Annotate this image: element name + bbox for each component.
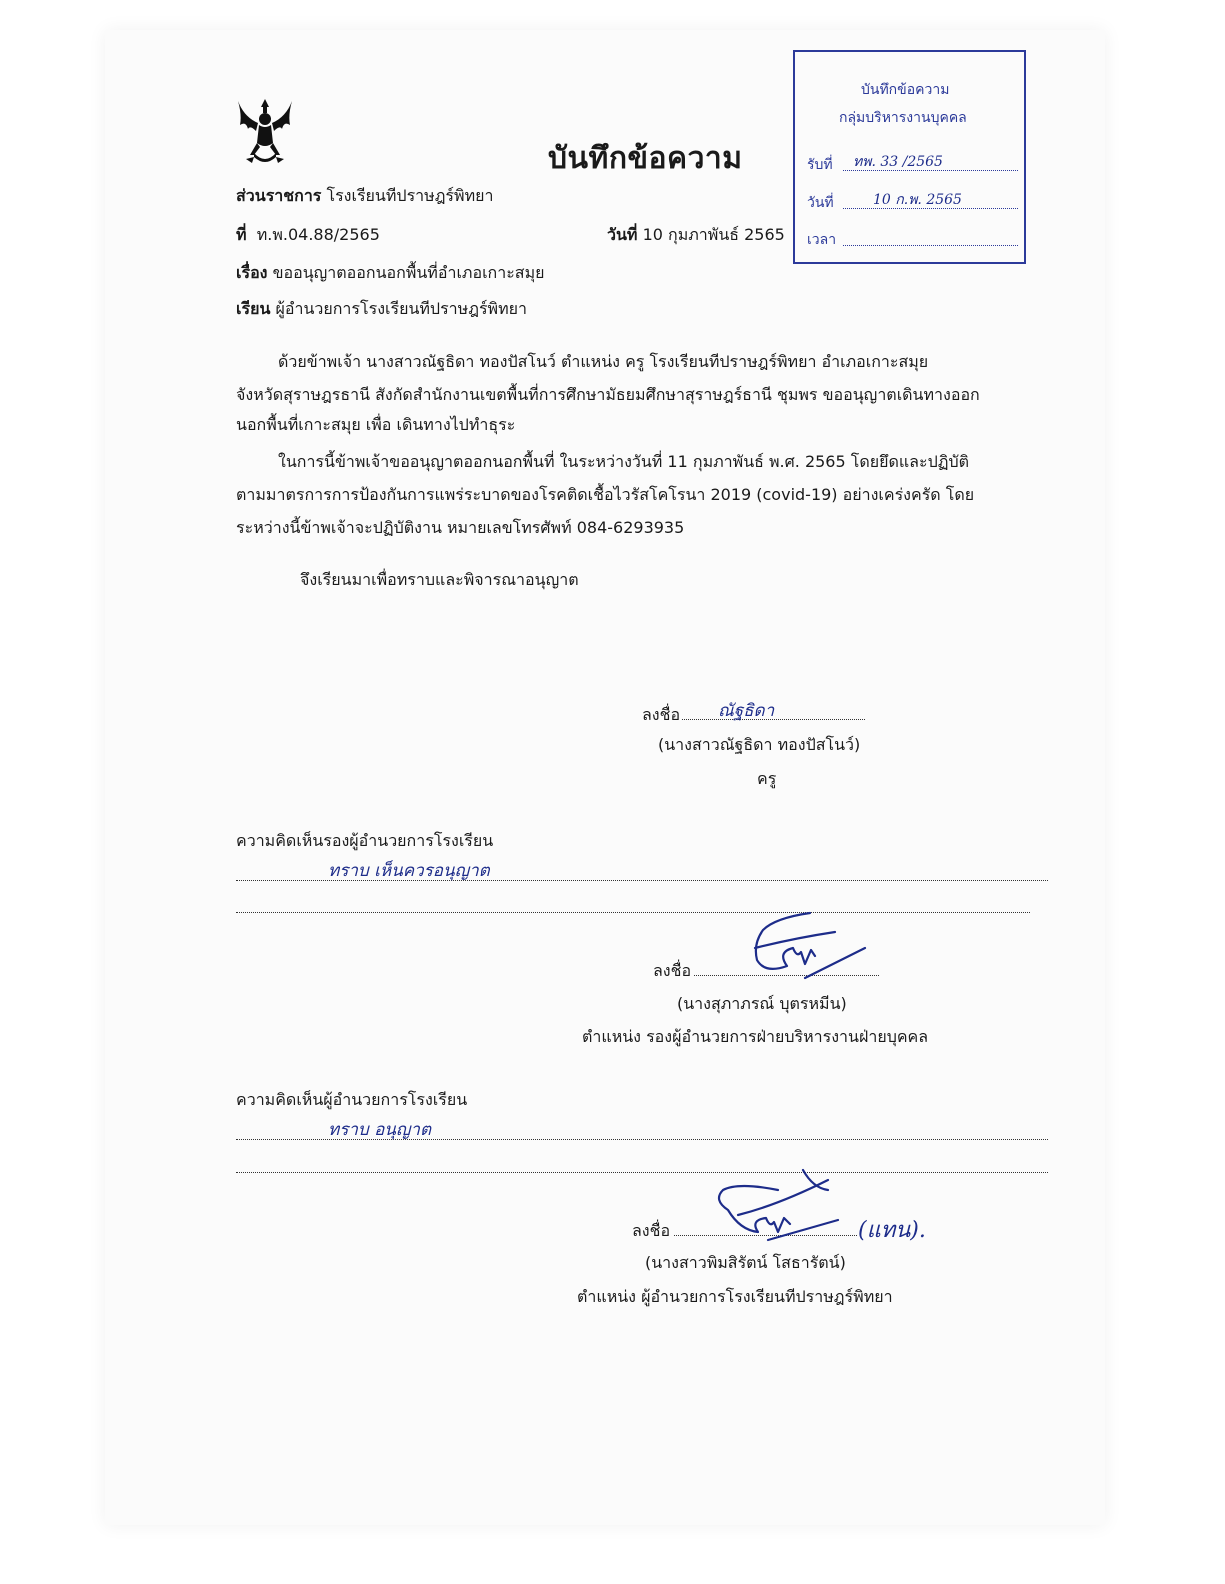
reference-line: [236, 223, 380, 248]
recipient-value: ผู้อำนวยการโรงเรียนทีปราษฎร์พิทยา: [275, 299, 527, 318]
recipient-label: เรียน: [236, 299, 271, 318]
closing-line: จึงเรียนมาเพื่อทราบและพิจารณาอนุญาต: [300, 570, 579, 589]
opinion2-heading: ความคิดเห็นผู้อำนวยการโรงเรียน: [236, 1090, 468, 1109]
sig1-position: ครู: [757, 769, 777, 788]
date-value: 10 กุมภาพันธ์ 2565: [642, 225, 785, 244]
sig1-name: (นางสาวณัฐธิดา ทองปัสโนว์): [658, 735, 861, 754]
stamp-department: กลุ่มบริหารงานบุคคล: [839, 110, 967, 126]
opinion1-signer-position: ตำแหน่ง รองผู้อำนวยการฝ่ายบริหารงานฝ่ายบุคคล: [582, 1027, 929, 1046]
body-paragraph-2-line-3: ระหว่างนี้ข้าพเจ้าจะปฏิบัติงาน หมายเลขโทรศัพท์ 084-6293935: [236, 518, 685, 537]
stamp-date-value: 10 ก.พ. 2565: [873, 192, 962, 208]
stamp-received-number: ทพ. 33 /2565: [853, 154, 943, 170]
agency-line: [236, 184, 493, 209]
opinion2-signer-position: ตำแหน่ง ผู้อำนวยการโรงเรียนทีปราษฎร์พิทยา: [577, 1287, 893, 1306]
subject-label: เรื่อง: [236, 263, 268, 282]
stamp-date-label: วันที่: [807, 195, 834, 211]
received-stamp: [793, 50, 1026, 264]
body-paragraph-1-line-3: นอกพื้นที่เกาะสมุย เพื่อ เดินทางไปทำธุระ: [236, 415, 516, 434]
stamp-title: บันทึกข้อความ: [861, 82, 950, 98]
opinion2-handwritten-comment: ทราบ อนุญาต: [328, 1120, 431, 1140]
opinion2-signature-scribble: [708, 1160, 878, 1245]
date-line: [607, 223, 785, 248]
reference-label: ที่: [236, 225, 247, 244]
body-paragraph-1-line-1: ด้วยข้าพเจ้า นางสาวณัฐธิดา ทองปัสโนว์ ตำแหน่ง ครู โรงเรียนทีปราษฎร์พิทยา อำเภอเกาะสมุย: [278, 352, 929, 371]
opinion2-signer-name: (นางสาวพิมสิรัตน์ โสธารัตน์): [645, 1253, 846, 1272]
stamp-received-label: รับที่: [807, 157, 833, 173]
agency-label: ส่วนราชการ: [236, 186, 322, 205]
recipient-line: [236, 297, 527, 322]
opinion1-sign-label: ลงชื่อ: [653, 961, 692, 980]
body-paragraph-2-line-1: ในการนี้ข้าพเจ้าขออนุญาตออกนอกพื้นที่ ในระหว่างวันที่ 11 กุมภาพันธ์ พ.ศ. 2565 โดยยึดและปฏิบัติ: [278, 452, 970, 471]
date-label: วันที่: [607, 225, 638, 244]
reference-value: ท.พ.04.88/2565: [256, 225, 380, 244]
body-paragraph-2-line-2: ตามมาตรการการป้องกันการแพร่ระบาดของโรคติดเชื้อไวรัสโคโรนา 2019 (covid-19) อย่างเคร่งครัด โดย: [236, 485, 975, 504]
opinion1-handwritten-comment: ทราบ เห็นควรอนุญาต: [328, 861, 490, 881]
stamp-time-label: เวลา: [807, 232, 837, 248]
agency-value: โรงเรียนทีปราษฎร์พิทยา: [326, 186, 494, 205]
sig1-handwritten-signature: ณัฐธิดา: [718, 701, 775, 721]
subject-value: ขออนุญาตออกนอกพื้นที่อำเภอเกาะสมุย: [272, 263, 545, 282]
opinion1-heading: ความคิดเห็นรองผู้อำนวยการโรงเรียน: [236, 831, 494, 850]
sig1-sign-label: ลงชื่อ: [642, 705, 681, 724]
opinion2-sign-label: ลงชื่อ: [632, 1221, 671, 1240]
garuda-emblem-icon: [236, 95, 294, 167]
opinion1-signature-scribble: [735, 908, 870, 988]
opinion2-proxy-note: (แทน).: [858, 1218, 926, 1243]
opinion1-signer-name: (นางสุภาภรณ์ บุตรหมีน): [677, 994, 847, 1013]
body-paragraph-1-line-2: จังหวัดสุราษฎรธานี สังกัดสำนักงานเขตพื้นที่การศึกษามัธยมศึกษาสุราษฎร์ธานี ชุมพร ขออนุญาตเดินทางออก: [236, 385, 980, 404]
document-title: บันทึกข้อความ: [548, 141, 743, 176]
subject-line: [236, 261, 545, 286]
